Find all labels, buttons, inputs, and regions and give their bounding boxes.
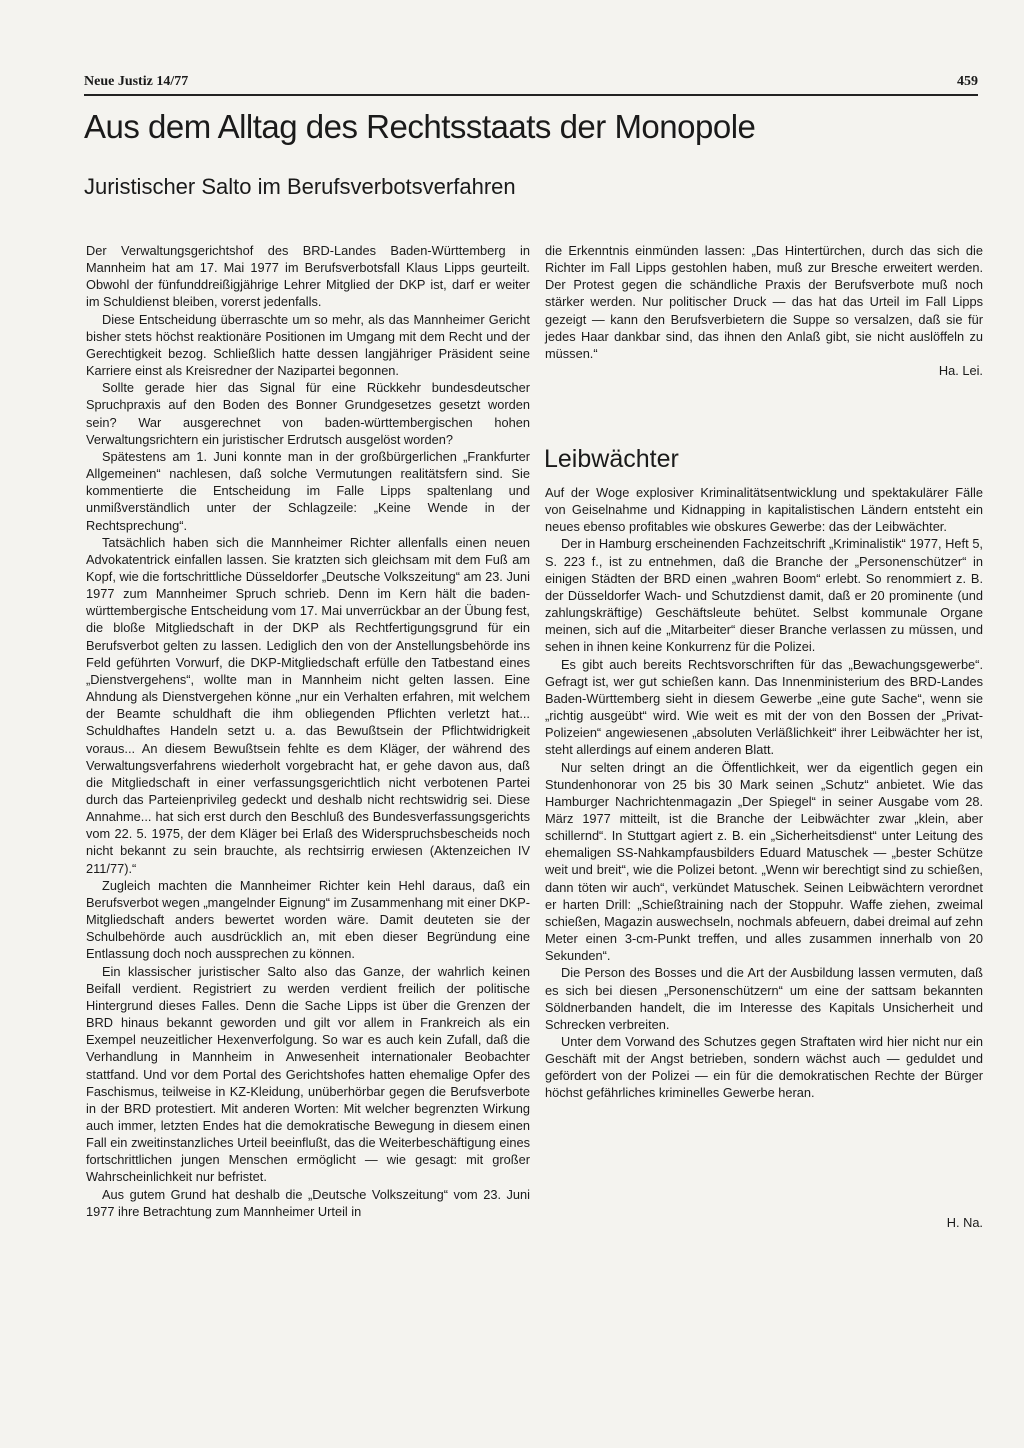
article1-paragraph-3: Sollte gerade hier das Signal für eine Rückkehr bundesdeutscher Spruchpraxis auf den Boden des Bonner Grundgesetzes gesetzt worden sein? War ausgerechnet von baden-württembergischen hohen Verwaltungsrichtern ein juristischer Erdrutsch ausgelöst worden? bbox=[86, 380, 530, 447]
article2-headline: Leibwächter bbox=[544, 445, 679, 473]
article2-paragraph-1: Auf der Woge explosiver Kriminalitätsentwicklung und spektakulärer Fälle von Geiselnahme und Kidnapping in kapitalistischen Ländern entsteht ein neues ebenso profitables wie obskures Gewerbe: das der Leibwächter. bbox=[545, 485, 983, 535]
article1-signature: Ha. Lei. bbox=[938, 363, 983, 379]
article1-paragraph-8: Aus gutem Grund hat deshalb die „Deutsche Volkszeitung“ vom 23. Juni 1977 ihre Betrachtung zum Mannheimer Urteil in bbox=[86, 1186, 530, 1219]
article1-paragraph-5: Tatsächlich haben sich die Mannheimer Richter allenfalls einen neuen Advokatentrick einfallen lassen. Sie kratzten sich gleichsam mit dem Fuß am Kopf, wie die fortschrittliche Düsseldorfer „Deutsche Volkszeitung“ am 23. Juni 1977 zum Mannheimer Spruch schrieb. Denn im Kern hält die baden-württembergische Entscheidung vom 17. Mai unverrückbar an der Übung fest, die bloße Mitgliedschaft in der DKP als Rechtfertigungsgrund für ein Berufsverbot gelten zu lassen. Lediglich den von der Anstellungsbehörde ins Feld geführten Vorwurf, die DKP-Mitgliedschaft erfülle den Tatbestand eines „Dienstvergehens“, wollte man in Mannheim nicht gelten lassen. Eine Ahndung als Dienstvergehen könne „nur ein Verhalten erfahren, mit welchem der Beamte schuldhaft die ihm obliegenden Pflichten verletzt hat... Schuldhaftes Handeln setzt u. a. das Bewußtsein der Pflichtwidrigkeit voraus... An diesem Bewußtsein fehlte es dem Kläger, der während des Verwaltungsverfahrens wiederholt vorgebracht hat, er gehe davon aus, daß die Mitgliedschaft in einer verfassungsgerichtlich nicht verbotenen Partei durch das Parteienprivileg gedeckt und deshalb nicht rechtswidrig sei. Diese Annahme... hat sich erst durch den Beschluß des Bundesverfassungsgerichts vom 22. 5. 1975, der dem Kläger bei Erlaß des Widerspruchsbescheids noch nicht bekannt zu sein brauchte, als rechtsirrig erwiesen (Aktenzeichen IV 211/77).“ bbox=[86, 534, 530, 876]
article1-paragraph-6: Zugleich machten die Mannheimer Richter kein Hehl daraus, daß ein Berufsverbot wegen „mangelnder Eignung“ im Zusammenhang mit einer DKP-Mitgliedschaft anders bewertet worden wäre. Damit deuteten sie der Schulbehörde auch ausdrücklich an, mit eben dieser Begründung eine Entlassung doch noch aussprechen zu können. bbox=[86, 877, 530, 962]
article2-paragraph-5: Die Person des Bosses und die Art der Ausbildung lassen vermuten, daß es sich bei diesen „Personenschützern“ um eine der sattsam bekannten Söldnerbanden handelt, die im Interesse des Kapitals Unsicherheit und Schrecken verbreiten. bbox=[545, 965, 983, 1032]
page-number: 459 bbox=[957, 74, 978, 89]
article2-paragraph-4: Nur selten dringt an die Öffentlichkeit, wer da eigentlich gegen ein Stundenhonorar von 25 bis 30 Mark seinen „Schutz“ anbietet. Wie das Hamburger Nachrichtenmagazin „Der Spiegel“ in seiner Ausgabe vom 28. März 1977 mitteilt, ist die Branche der Leibwächter zwar „klein, aber schillernd“. In Stuttgart agiert z. B. ein „Sicherheitsdienst“ unter Leitung des ehemaligen SS-Nahkampfausbilders Eduard Matuschek — „bester Schütze weit und breit“, wie die Polizei betont. „Wenn wir berechtigt sind zu schießen, dann töten wir auch“, verkündet Matuschek. Seinen Leibwächtern verordnet er harten Drill: „Schießtraining nach der Stoppuhr. Waffe ziehen, zweimal schießen, Magazin auswechseln, nochmals abfeuern, dabei dreimal auf zehn Meter einen 3-cm-Punkt treffen, und alles zusammen innerhalb von 20 Sekunden“. bbox=[545, 759, 983, 964]
article1-paragraph-9: die Erkenntnis einmünden lassen: „Das Hintertürchen, durch das sich die Richter im Fall Lipps gestohlen haben, muß zur Bresche erweitert werden. Der Protest gegen die schändliche Praxis der Berufsverbote muß noch stärker werden. Nur politischer Druck — das hat das Urteil im Fall Lipps gezeigt — kann den Berufsverbietern die Suppe so versalzen, daß sie für jedes Haar dankbar sind, das ihnen den Anlaß gibt, sie nicht auslöffeln zu müssen.“ bbox=[545, 243, 983, 361]
running-header bbox=[84, 74, 978, 96]
article2-paragraph-3: Es gibt auch bereits Rechtsvorschriften für das „Bewachungsgewerbe“. Gefragt ist, wer gut schießen kann. Das Innenministerium des BRD-Landes Baden-Württemberg sieht in diesem Gewerbe „eine gute Sache“, wenn sie „richtig ausgeübt“ wird. Wie weit es mit der von den Bossen der „Privat-Polizeien“ angewiesenen „absoluten Verläßlichkeit“ ihrer Leibwächter her ist, steht allerdings auf einem anderen Blatt. bbox=[545, 656, 983, 758]
article1-paragraph-7: Ein klassischer juristischer Salto also das Ganze, der wahrlich keinen Beifall verdient. Registriert zu werden verdient freilich der politische Hintergrund dieses Falles. Denn die Sache Lipps ist über die Grenzen der BRD hinaus bekannt geworden und gilt vor allem in Frankreich als ein Exempel neuzeitlicher Hexenverfolgung. So war es auch kein Zufall, daß die Verhandlung in Mannheim in Anwesenheit internationaler Beobachter stattfand. Und vor dem Portal des Gerichtshofes hatten ehemalige Opfer des Faschismus, teilweise in KZ-Kleidung, unüberhörbar gegen die Berufsverbote in der BRD protestiert. Mit anderen Worten: Mit welcher begrenzten Wirkung auch immer, letzten Endes hat die demokratische Bewegung in diesem einen Fall ein zweitinstanzliches Urteil beeinflußt, das die Weiterbeschäftigung eines fortschrittlichen jungen Menschen ermöglicht — wie gesagt: mit großer Wahrscheinlichkeit nur befristet. bbox=[86, 963, 530, 1185]
article2-column bbox=[545, 484, 983, 1102]
article1-paragraph-4: Spätestens am 1. Juni konnte man in der großbürgerlichen „Frankfurter Allgemeinen“ nachlesen, daß solche Vermutungen realitätsfern sind. Sie kommentierte die Entscheidung im Falle Lipps spaltenlang und unmißverständlich unter der Schlagzeile: „Keine Wende in der Rechtsprechung“. bbox=[86, 448, 530, 533]
article2-paragraph-6: Unter dem Vorwand des Schutzes gegen Straftaten wird hier nicht nur ein Geschäft mit der Angst betrieben, sondern wächst auch — geduldet und gefördert von der Polizei — ein für die demokratischen Rechte der Bürger höchst gefährliches kriminelles Gewerbe heran. bbox=[545, 1034, 983, 1101]
page-title: Aus dem Alltag des Rechtsstaats der Monopole bbox=[84, 108, 756, 145]
article1-column-left bbox=[86, 242, 530, 1220]
header-rule bbox=[84, 94, 978, 96]
article1-headline: Juristischer Salto im Berufsverbotsverfahren bbox=[84, 174, 516, 199]
article2-paragraph-2: Der in Hamburg erscheinenden Fachzeitschrift „Kriminalistik“ 1977, Heft 5, S. 223 f., ist zu entnehmen, daß die Branche der „Personenschützer“ in einigen Städten der BRD einen „wahren Boom“ erlebt. So renommiert z. B. der Düsseldorfer Wach- und Schutzdienst damit, daß er 20 prominente (und zahlungskräftige) Geschäftsleute behütet. Selbst kommunale Organe meinen, sich auf die „Mitarbeiter“ dieser Branche verlassen zu müssen, und sehen in ihnen keine Konkurrenz für die Polizei. bbox=[545, 536, 983, 655]
article1-paragraph-1: Der Verwaltungsgerichtshof des BRD-Landes Baden-Württemberg in Mannheim hat am 17. Mai 1977 im Berufsverbotsfall Klaus Lipps geurteilt. Obwohl der fünfunddreißigjährige Lehrer Mitglied der DKP ist, darf er weiter im Schuldienst bleiben, vorerst jedenfalls. bbox=[86, 243, 530, 310]
article1-paragraph-2: Diese Entscheidung überraschte um so mehr, als das Mannheimer Gericht bisher stets höchst reaktionäre Positionen im Umgang mit dem Recht und der Gerechtigkeit bezog. Schließlich hatte dessen langjähriger Präsident seine Karriere einst als Kreisredner der Nazipartei begonnen. bbox=[86, 311, 530, 379]
article2-signature: H. Na. bbox=[946, 1215, 983, 1230]
journal-title: Neue Justiz 14/77 bbox=[84, 74, 189, 89]
article1-column-right bbox=[545, 242, 983, 379]
